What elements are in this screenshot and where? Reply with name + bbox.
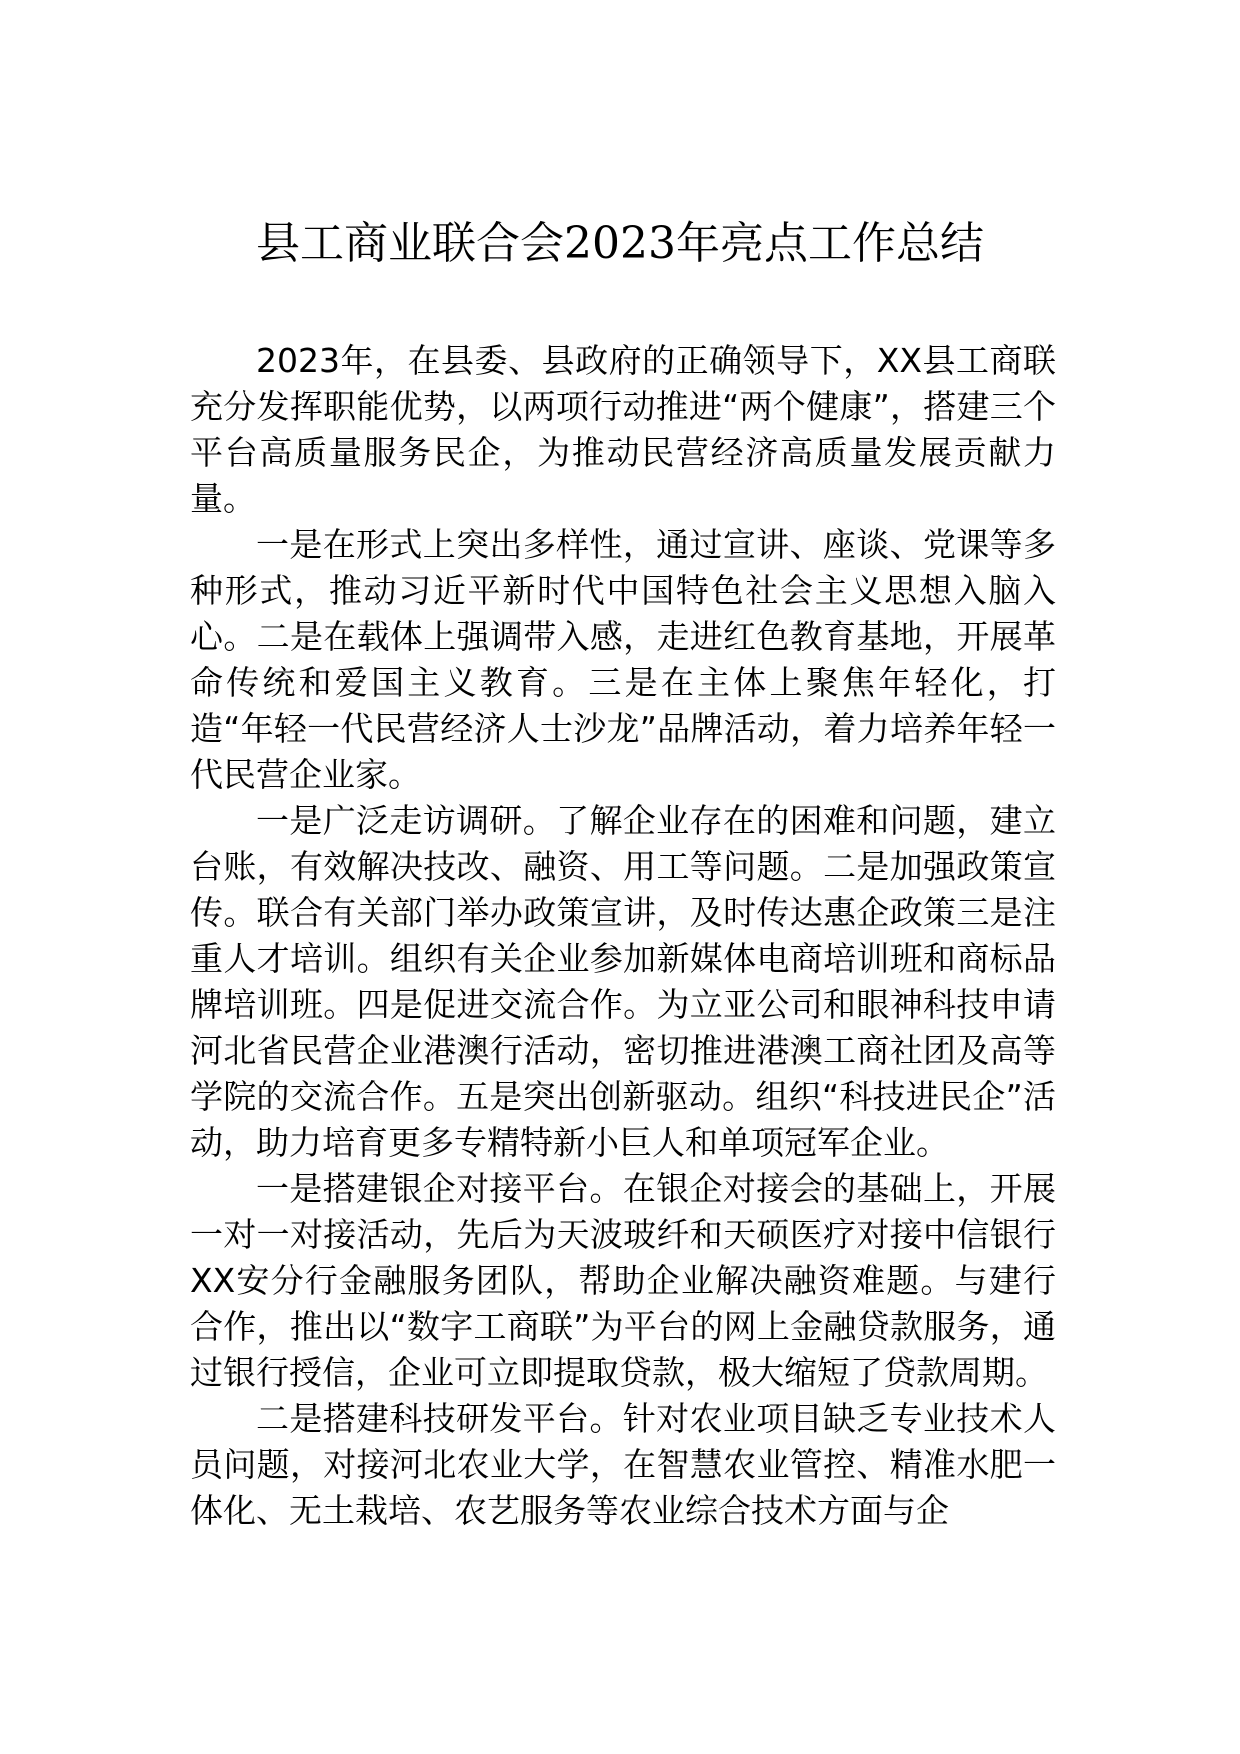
document-title: 县工商业联合会2023年亮点工作总结 bbox=[256, 218, 984, 269]
document-body bbox=[190, 338, 1056, 1534]
paragraph-tech-platform: 二是搭建科技研发平台。针对农业项目缺乏专业技术人员问题，对接河北农业大学，在智慧农业管控、精准水肥一体化、无土栽培、农艺服务等农业综合技术方面与企 bbox=[190, 1399, 1056, 1530]
paragraph-enterprise-service: 一是广泛走访调研。了解企业存在的困难和问题，建立台账，有效解决技改、融资、用工等问题。二是加强政策宣传。联合有关部门举办政策宣讲，及时传达惠企政策三是注重人才培训。组织有关企业参加新媒体电商培训班和商标品牌培训班。四是促进交流合作。为立亚公司和眼神科技申请河北省民营企业港澳行活动，密切推进港澳工商社团及高等学院的交流合作。五是突出创新驱动。组织“科技进民企”活动，助力培育更多专精特新小巨人和单项冠军企业。 bbox=[190, 801, 1056, 1162]
paragraph-ideology-education: 一是在形式上突出多样性，通过宣讲、座谈、党课等多种形式，推动习近平新时代中国特色社会主义思想入脑入心。二是在载体上强调带入感，走进红色教育基地，开展革命传统和爱国主义教育。三是在主体上聚焦年轻化，打造“年轻一代民营经济人士沙龙”品牌活动，着力培养年轻一代民营企业家。 bbox=[190, 525, 1056, 794]
paragraph-intro: 2023年，在县委、县政府的正确领导下，XX县工商联充分发挥职能优势，以两项行动推进“两个健康”，搭建三个平台高质量服务民企，为推动民营经济高质量发展贡献力量。 bbox=[190, 341, 1056, 518]
paragraph-bank-platform: 一是搭建银企对接平台。在银企对接会的基础上，开展一对一对接活动，先后为天波玻纤和天硕医疗对接中信银行XX安分行金融服务团队，帮助企业解决融资难题。与建行合作，推出以“数字工商联”为平台的网上金融贷款服务，通过银行授信，企业可立即提取贷款，极大缩短了贷款周期。 bbox=[190, 1169, 1056, 1392]
